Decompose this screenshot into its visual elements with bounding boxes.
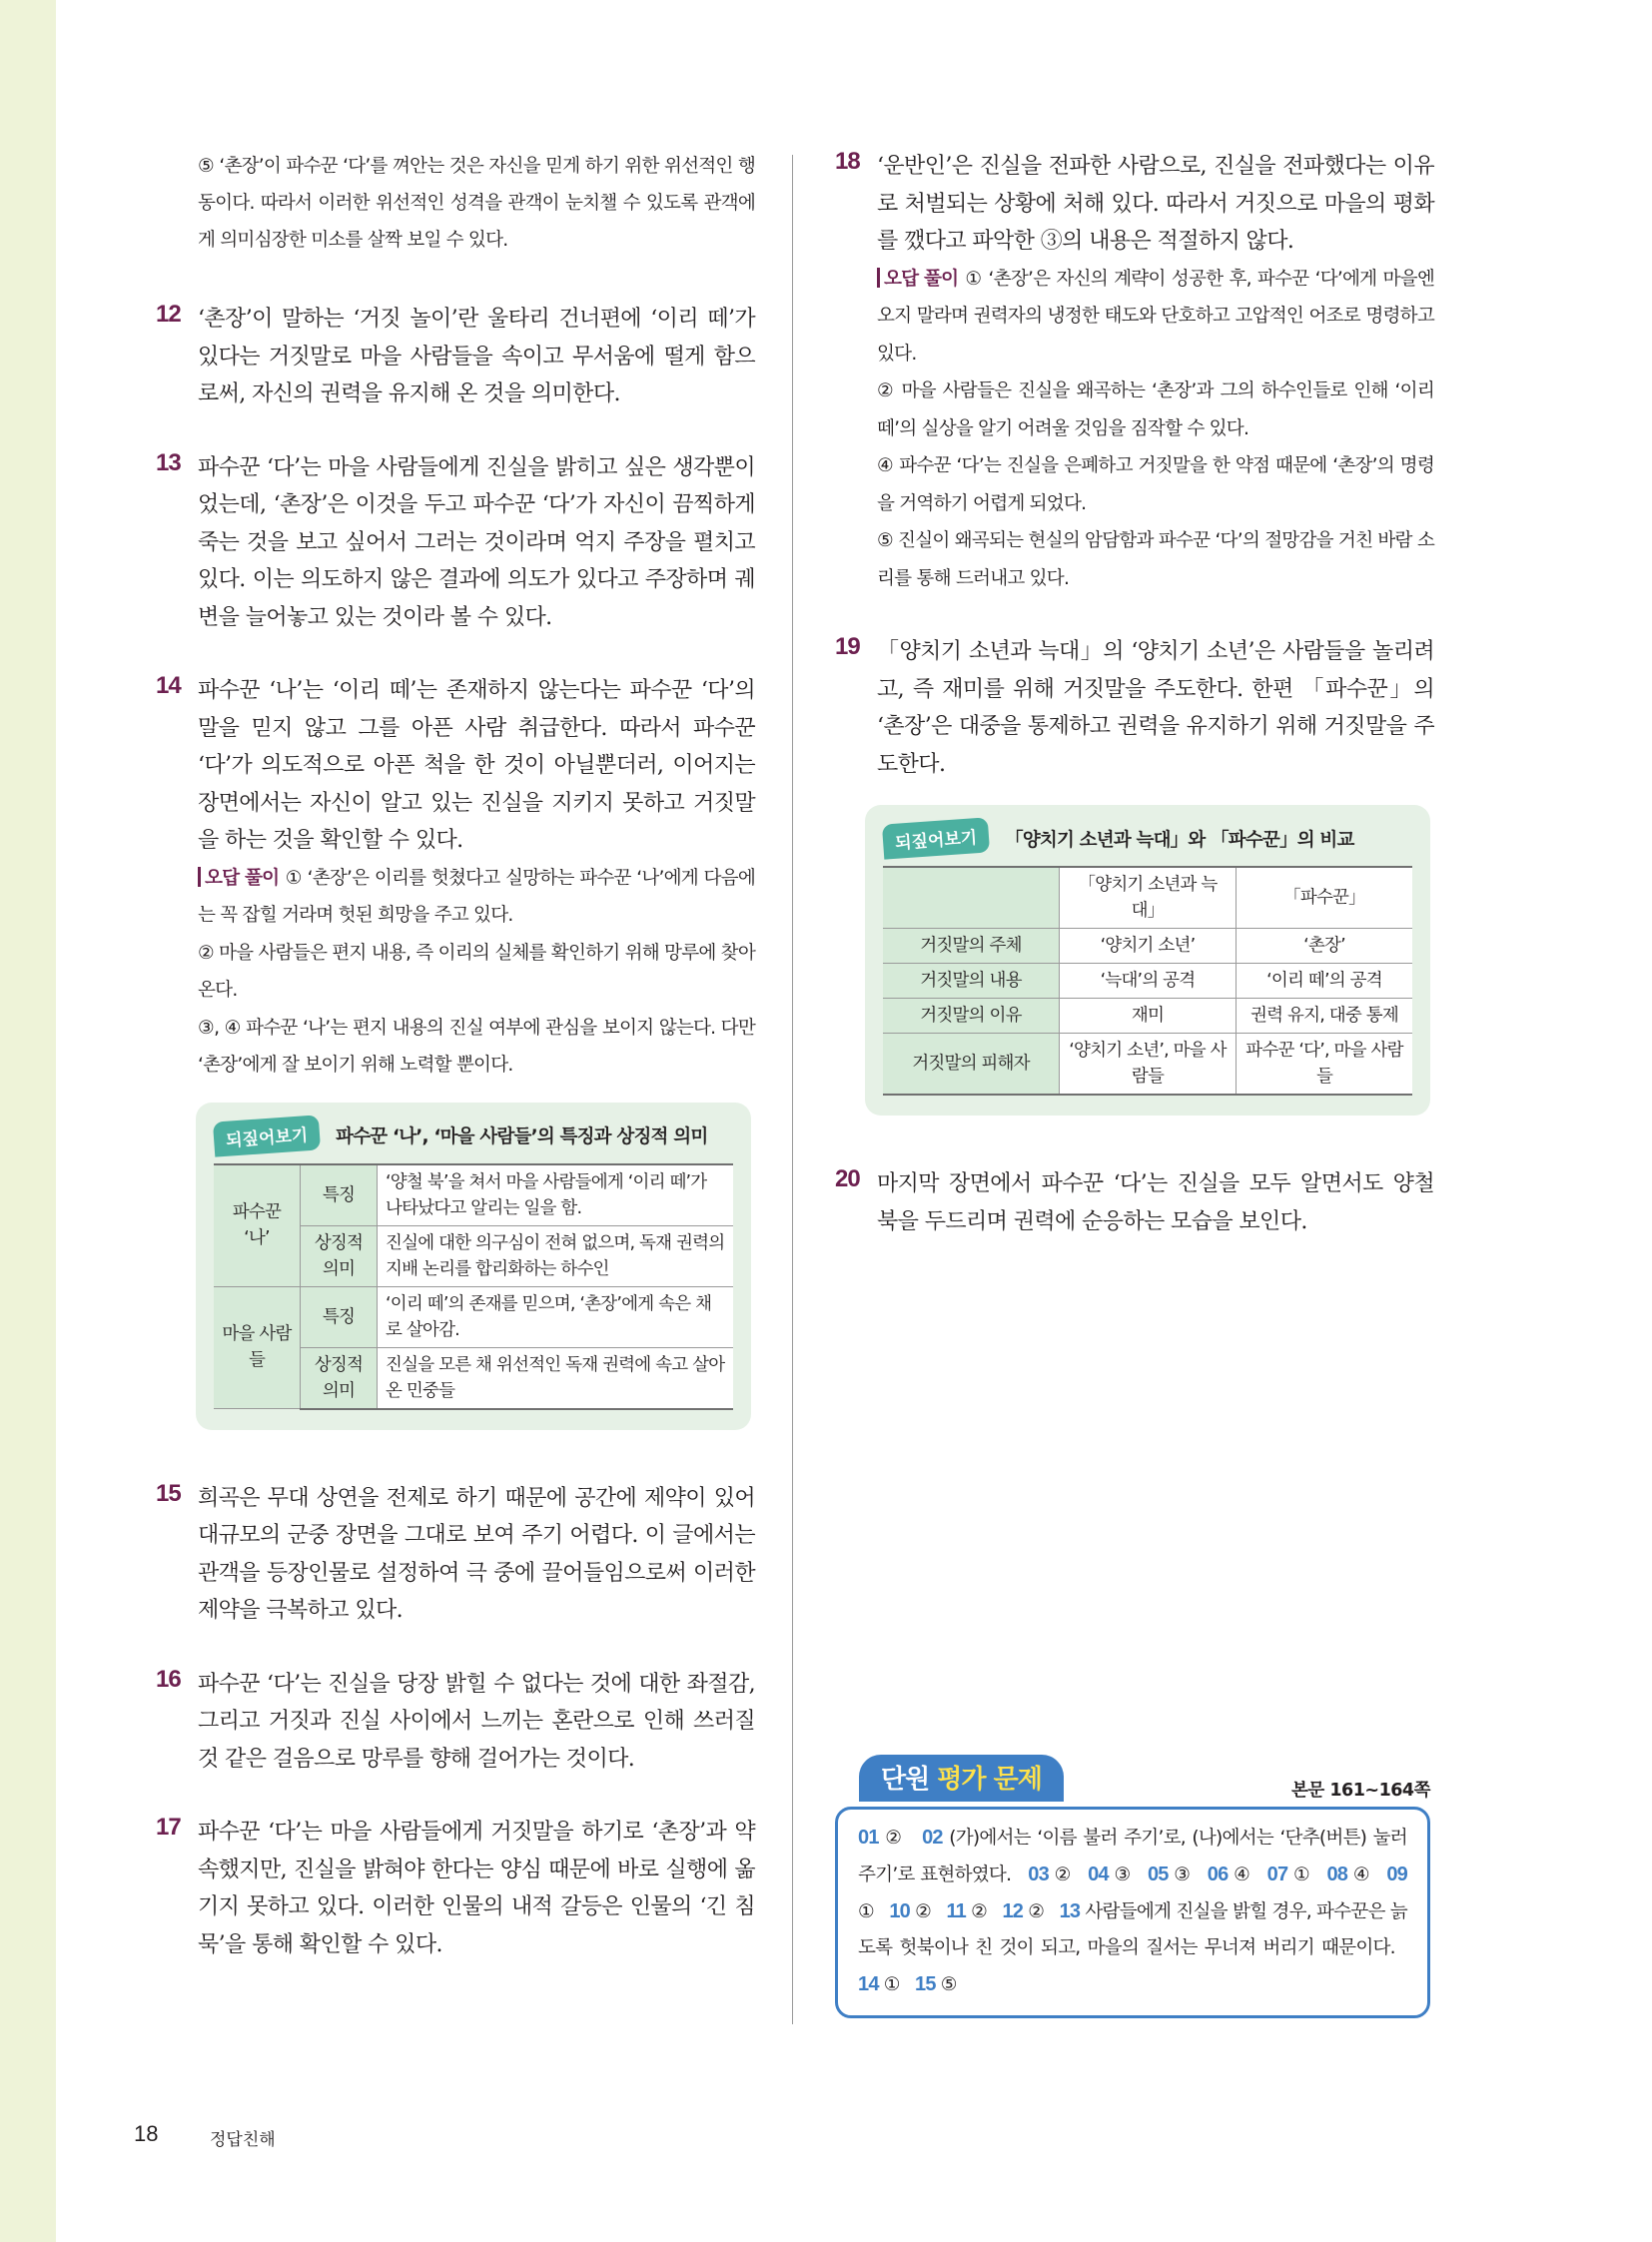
page-number: 18: [134, 2121, 159, 2146]
answer-number: 15: [156, 1479, 181, 1507]
wrong-answer-note-2: ② 마을 사람들은 편지 내용, 즉 이리의 실체를 확인하기 위해 망루에 찾아온다.: [198, 942, 755, 1001]
wrong-answer-note-1: [156, 860, 755, 935]
answer-text: 희곡은 무대 상연을 전제로 하기 때문에 공간에 제약이 있어 대규모의 군중 장면을 그대로 보여 주기 어렵다. 이 글에서는 관객을 등장인물로 설정하여 극 중에 끌어들임으로써 이러한 제약을 극복하고 있다.: [198, 1485, 755, 1623]
answer-text: 「양치기 소년과 늑대」의 ‘양치기 소년’은 사람들을 놀리려고, 즉 재미를 위해 거짓말을 주도한다. 한편 「파수꾼」의 ‘촌장’은 대중을 통제하고 권력을 유지하기 위해 거짓말을 주도한다.: [877, 639, 1434, 777]
value-cell: 재미: [1060, 999, 1237, 1034]
answer-text: ‘촌장’이 말하는 ‘거짓 놀이’란 울타리 건너편에 ‘이리 떼’가 있다는 거짓말로 마을 사람들을 속이고 무서움에 떨게 함으로써, 자신의 권력을 유지해 온 것을 의미한다.: [198, 307, 755, 406]
answer-number: 17: [156, 1814, 181, 1841]
value-cell: ‘촌장’: [1237, 929, 1413, 964]
table-row: [214, 1286, 733, 1347]
answer-val: ②: [915, 1901, 932, 1922]
key-cell: 상징적 의미: [301, 1347, 378, 1409]
answer-val: ④: [1234, 1865, 1250, 1885]
answer-num: 01: [858, 1827, 879, 1849]
box-title: 파수꾼 ‘나’, ‘마을 사람들’의 특징과 상징적 의미: [336, 1126, 708, 1147]
answer-13: [156, 449, 755, 637]
corner-cell: [883, 867, 1060, 929]
key-cell: 거짓말의 피해자: [883, 1034, 1060, 1096]
value-cell: ‘양치기 소년’, 마을 사람들: [1060, 1034, 1237, 1096]
value-cell: ‘양철 북’을 쳐서 마을 사람들에게 ‘이리 떼’가 나타났다고 알리는 일을 함.: [378, 1164, 734, 1226]
footer-label: 정답친해: [210, 2130, 276, 2150]
answer-val: ③: [1174, 1865, 1191, 1885]
answer-num: 10: [889, 1900, 910, 1922]
answer-20: [835, 1165, 1434, 1240]
answer-val: (가)에서는 ‘이름 불러 주기’로, (나)에서는 ‘단추(버튼) 눌러 주기’로 표현하였다.: [858, 1828, 1407, 1885]
table-row: [883, 964, 1412, 999]
eval-title-b: 평가 문제: [937, 1765, 1042, 1795]
answer-12: [156, 301, 755, 413]
answer-number: 19: [835, 633, 860, 660]
answer-val: ②: [885, 1828, 903, 1849]
answer-text: ‘운반인’은 진실을 전파한 사람으로, 진실을 전파했다는 이유로 처벌되는 상황에 처해 있다. 따라서 거짓으로 마을의 평화를 깼다고 파악한 ③의 내용은 적절하지 않다.: [877, 154, 1434, 254]
answer-val: 사람들에게 진실을 밝힐 경우, 파수꾼은 늙도록 헛북이나 친 것이 되고, 마을의 질서는 무너져 버리기 때문이다.: [858, 1901, 1407, 1958]
value-cell: 진실을 모른 채 위선적인 독재 권력에 속고 살아온 민중들: [378, 1347, 734, 1409]
wrong-answer-tag: 오답 풀이: [877, 261, 958, 299]
key-cell: 상징적 의미: [301, 1225, 378, 1286]
review-tag: 되짚어보기: [213, 1115, 321, 1156]
key-cell: 거짓말의 주체: [883, 929, 1060, 964]
value-cell: 진실에 대한 의구심이 전혀 없으며, 독재 권력의 지배 논리를 합리화하는 하수인: [378, 1225, 734, 1286]
note-text: ① ‘촌장’은 자신의 계략이 성공한 후, 파수꾼 ‘다’에게 마을엔 오지 말라며 권력자의 냉정한 태도와 단호하고 고압적인 어조로 명령하고 있다.: [877, 268, 1434, 365]
eval-page-ref: 본문 161~164쪽: [1290, 1781, 1430, 1801]
answer-16: [156, 1666, 755, 1779]
answer-num: 03: [1028, 1864, 1049, 1885]
wrong-answer-note-1: [835, 261, 1434, 374]
wrong-answer-tag: 오답 풀이: [198, 860, 279, 898]
answer-num: 08: [1326, 1864, 1348, 1885]
answer-val: ①: [858, 1901, 874, 1922]
wrong-answer-note-3: ④ 파수꾼 ‘다’는 진실을 은폐하고 거짓말을 한 약점 때문에 ‘촌장’의 명령을 거역하기 어렵게 되었다.: [877, 455, 1434, 514]
answer-num: 12: [1002, 1900, 1024, 1922]
answer-19: [835, 633, 1434, 783]
wrong-answer-note-3: ③, ④ 파수꾼 ‘나’는 편지 내용의 진실 여부에 관심을 보이지 않는다. 다만 ‘촌장’에게 잘 보이기 위해 노력할 뿐이다.: [198, 1017, 755, 1076]
answer-val: ⑤: [940, 1974, 957, 1995]
value-cell: ‘이리 떼’의 공격: [1237, 964, 1413, 999]
answer-text: 파수꾼 ‘다’는 진실을 당장 밝힐 수 없다는 것에 대한 좌절감, 그리고 거짓과 진실 사이에서 느끼는 혼란으로 인해 쓰러질 것 같은 걸음으로 망루를 향해 걸어가는 것이다.: [198, 1671, 755, 1772]
review-tag: 되짚어보기: [882, 817, 990, 859]
table-row: [883, 929, 1412, 964]
value-cell: ‘이리 떼’의 존재를 믿으며, ‘촌장’에게 속은 채로 살아감.: [378, 1286, 734, 1347]
table-row: [883, 1034, 1412, 1096]
answer-text: 파수꾼 ‘다’는 마을 사람들에게 진실을 밝히고 싶은 생각뿐이었는데, ‘촌장’은 이것을 두고 파수꾼 ‘다’가 자신이 끔찍하게 죽는 것을 보고 싶어서 그러는 것이라며 억지 주장을 펼치고 있다. 이는 의도하지 않은 결과에 의도가 있다고 주장하며 궤변을 늘어놓고 있는 것이라 볼 수 있다.: [198, 454, 755, 630]
answer-text: 파수꾼 ‘다’는 마을 사람들에게 거짓말을 하기로 ‘촌장’과 약속했지만, 진실을 밝혀야 한다는 양심 때문에 바로 실행에 옮기지 못하고 있다. 이러한 인물의 내적 갈등은 인물의 ‘긴 침묵’을 통해 확인할 수 있다.: [198, 1820, 755, 1957]
key-cell: 특징: [301, 1286, 378, 1347]
answer-num: 13: [1059, 1900, 1081, 1922]
group-cell: 파수꾼 ‘나’: [214, 1164, 301, 1287]
group-cell: 마을 사람들: [214, 1286, 301, 1409]
review-box-characters: [196, 1103, 751, 1430]
answer-val: ③: [1114, 1865, 1131, 1885]
table-row: [883, 867, 1412, 929]
answer-number: 16: [156, 1665, 181, 1693]
answer-17: [156, 1814, 755, 1963]
answer-num: 07: [1266, 1864, 1288, 1885]
character-table: [214, 1163, 733, 1410]
answer-num: 04: [1088, 1864, 1109, 1885]
answer-text: 파수꾼 ‘나’는 ‘이리 떼’는 존재하지 않는다는 파수꾼 ‘다’의 말을 믿지 않고 그를 아픈 사람 취급한다. 따라서 파수꾼 ‘다’가 의도적으로 아픈 척을 한 것이 아닐뿐더러, 이어지는 장면에서는 자신이 알고 있는 진실을 지키지 못하고 거짓말을 하는 것을 확인할 수 있다.: [198, 678, 755, 853]
answer-number: 20: [835, 1165, 860, 1192]
table-row: [883, 999, 1412, 1034]
unit-evaluation: [835, 1755, 1430, 2018]
table-row: [214, 1164, 733, 1226]
answer-val: ①: [1292, 1865, 1310, 1885]
answer-num: 14: [858, 1973, 879, 1995]
answer-num: 09: [1386, 1864, 1407, 1885]
answer-num: 02: [922, 1827, 943, 1849]
answer-num: 11: [946, 1900, 966, 1922]
eval-header: [835, 1755, 1430, 1807]
eval-title: [859, 1755, 1064, 1802]
answer-val: ②: [1028, 1901, 1045, 1922]
value-cell: ‘양치기 소년’: [1060, 929, 1237, 964]
eval-title-a: 단원: [881, 1765, 938, 1795]
answer-11-note-5: ⑤ ‘촌장’이 파수꾼 ‘다’를 껴안는 것은 자신을 믿게 하기 위한 위선적인 행동이다. 따라서 이러한 위선적인 성격을 관객이 눈치챌 수 있도록 관객에게 의미심장한 미소를 살짝 보일 수 있다.: [198, 156, 755, 251]
comparison-table: [883, 866, 1412, 1096]
value-cell: ‘늑대’의 공격: [1060, 964, 1237, 999]
answer-14: [156, 672, 755, 1085]
answer-number: 12: [156, 301, 181, 328]
answer-number: 14: [156, 672, 181, 699]
answer-num: 06: [1207, 1864, 1229, 1885]
column-divider: [792, 155, 793, 2024]
key-cell: 거짓말의 내용: [883, 964, 1060, 999]
key-cell: 거짓말의 이유: [883, 999, 1060, 1034]
header-cell: 「파수꾼」: [1237, 867, 1413, 929]
answer-val: ②: [971, 1901, 988, 1922]
answer-18: [835, 148, 1434, 597]
box-header: [214, 1119, 733, 1153]
answer-text: 마지막 장면에서 파수꾼 ‘다’는 진실을 모두 알면서도 양철 북을 두드리며 권력에 순응하는 모습을 보인다.: [877, 1171, 1434, 1234]
wrong-answer-note-4: ⑤ 진실이 왜곡되는 현실의 암담함과 파수꾼 ‘다’의 절망감을 거친 바람 소리를 통해 드러내고 있다.: [877, 530, 1434, 589]
answer-val: ①: [883, 1974, 900, 1995]
answer-number: 13: [156, 448, 181, 476]
side-strip: [0, 0, 56, 2242]
right-column: [835, 148, 1434, 1240]
answer-val: ②: [1054, 1865, 1072, 1885]
value-cell: 권력 유지, 대중 통제: [1237, 999, 1413, 1034]
box-header: [883, 821, 1412, 856]
wrong-answer-note-2: ② 마을 사람들은 진실을 왜곡하는 ‘촌장’과 그의 하수인들로 인해 ‘이리 떼’의 실상을 알기 어려울 것임을 짐작할 수 있다.: [877, 380, 1434, 439]
box-title: 「양치기 소년과 늑대」와 「파수꾼」의 비교: [1005, 829, 1354, 851]
review-box-comparison: [865, 805, 1430, 1116]
answer-15: [156, 1480, 755, 1630]
left-column: [156, 148, 755, 1963]
header-cell: 「양치기 소년과 늑대」: [1060, 867, 1237, 929]
answer-num: 15: [915, 1973, 936, 1995]
note-text: ① ‘촌장’은 이리를 헛쳤다고 실망하는 파수꾼 ‘나’에게 다음에는 꼭 잡힐 거라며 헛된 희망을 주고 있다.: [198, 867, 755, 926]
answer-num: 05: [1147, 1864, 1169, 1885]
eval-answers: [835, 1807, 1430, 2018]
answer-val: ④: [1352, 1865, 1370, 1885]
value-cell: 파수꾼 ‘다’, 마을 사람들: [1237, 1034, 1413, 1096]
answer-number: 18: [835, 148, 860, 175]
key-cell: 특징: [301, 1164, 378, 1226]
